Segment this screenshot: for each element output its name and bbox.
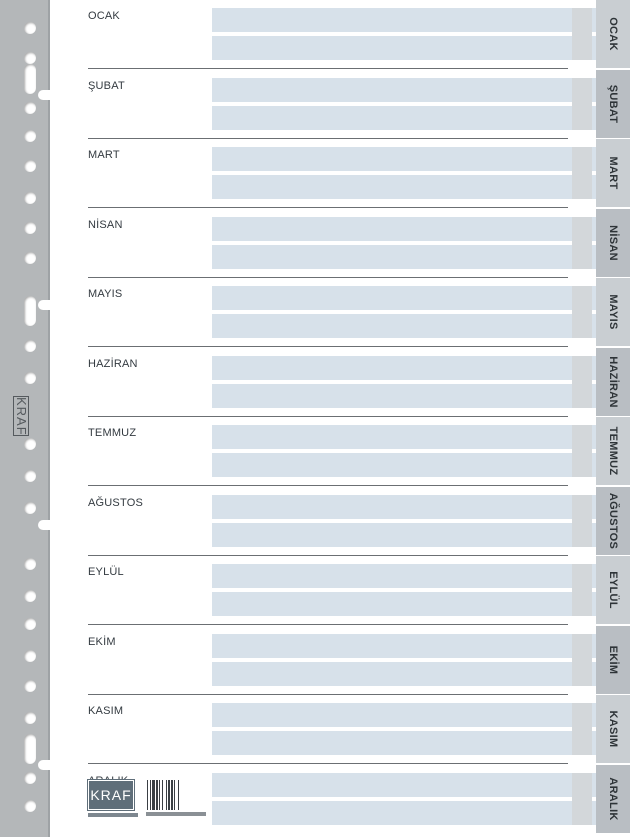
month-label: OCAK bbox=[88, 10, 120, 22]
strip-notch bbox=[38, 760, 52, 770]
punch-slot bbox=[24, 734, 36, 764]
month-row bbox=[60, 564, 570, 624]
write-line[interactable] bbox=[212, 286, 626, 310]
month-row bbox=[60, 425, 570, 485]
row-divider bbox=[88, 68, 568, 69]
barcode-bar bbox=[178, 780, 179, 810]
barcode bbox=[146, 780, 190, 810]
month-tab-label: ŞUBAT bbox=[607, 84, 619, 123]
index-cell bbox=[572, 495, 592, 547]
write-line[interactable] bbox=[212, 217, 626, 241]
strip-notch bbox=[38, 300, 52, 310]
month-tab-label: MAYIS bbox=[607, 294, 619, 330]
row-divider bbox=[88, 207, 568, 208]
row-divider bbox=[88, 555, 568, 556]
month-row bbox=[60, 356, 570, 416]
month-label: TEMMUZ bbox=[88, 427, 137, 439]
barcode-bar bbox=[174, 780, 175, 810]
punch-hole bbox=[24, 192, 36, 204]
month-label: MAYIS bbox=[88, 288, 123, 300]
month-tab-label: KASIM bbox=[607, 710, 619, 748]
write-line[interactable] bbox=[212, 703, 626, 727]
write-line[interactable] bbox=[212, 662, 626, 686]
month-label: EYLÜL bbox=[88, 566, 124, 578]
barcode-bar bbox=[171, 780, 173, 810]
punch-hole bbox=[24, 52, 36, 64]
punch-hole bbox=[24, 650, 36, 662]
strip-notch bbox=[38, 90, 52, 100]
month-label: MART bbox=[88, 149, 120, 161]
month-tab[interactable] bbox=[596, 417, 630, 485]
row-divider bbox=[88, 416, 568, 417]
month-row bbox=[60, 147, 570, 207]
month-tab[interactable] bbox=[596, 487, 630, 555]
month-row bbox=[60, 773, 570, 833]
month-label: HAZİRAN bbox=[88, 357, 138, 370]
month-row bbox=[60, 286, 570, 346]
index-cell bbox=[572, 703, 592, 755]
month-tab-label: AĞUSTOS bbox=[607, 492, 619, 549]
month-tab-label: OCAK bbox=[607, 17, 619, 51]
punch-hole bbox=[24, 102, 36, 114]
write-line[interactable] bbox=[212, 314, 626, 338]
punch-hole bbox=[24, 470, 36, 482]
barcode-bar bbox=[147, 780, 148, 810]
month-tab-label: NİSAN bbox=[607, 224, 619, 261]
month-tab[interactable] bbox=[596, 278, 630, 346]
index-cell bbox=[572, 286, 592, 338]
month-tab[interactable] bbox=[596, 695, 630, 763]
month-tab[interactable] bbox=[596, 0, 630, 68]
punch-hole bbox=[24, 372, 36, 384]
write-line[interactable] bbox=[212, 592, 626, 616]
punch-hole bbox=[24, 340, 36, 352]
punch-hole bbox=[24, 712, 36, 724]
row-divider bbox=[88, 694, 568, 695]
punch-slot bbox=[24, 64, 36, 94]
logo-tagline bbox=[88, 813, 138, 817]
row-divider bbox=[88, 485, 568, 486]
write-line[interactable] bbox=[212, 773, 626, 797]
strip-notch bbox=[38, 520, 52, 530]
punch-slot bbox=[24, 296, 36, 326]
logo-text: KRAF bbox=[90, 787, 132, 803]
barcode-number bbox=[146, 812, 206, 816]
row-divider bbox=[88, 277, 568, 278]
month-tab[interactable] bbox=[596, 209, 630, 277]
index-cell bbox=[572, 217, 592, 269]
punch-hole bbox=[24, 590, 36, 602]
month-label: EKİM bbox=[88, 635, 116, 648]
barcode-bar bbox=[159, 780, 160, 810]
punch-hole bbox=[24, 800, 36, 812]
write-line[interactable] bbox=[212, 106, 626, 130]
barcode-bar bbox=[166, 780, 167, 810]
month-tab[interactable] bbox=[596, 139, 630, 207]
punch-hole bbox=[24, 680, 36, 692]
punch-hole bbox=[24, 252, 36, 264]
write-line[interactable] bbox=[212, 453, 626, 477]
month-label: NİSAN bbox=[88, 218, 123, 231]
row-divider bbox=[88, 346, 568, 347]
write-line[interactable] bbox=[212, 564, 626, 588]
punch-hole bbox=[24, 772, 36, 784]
write-line[interactable] bbox=[212, 634, 626, 658]
barcode-bar bbox=[152, 780, 155, 810]
month-row bbox=[60, 78, 570, 138]
strip-brand-mark: KRAF bbox=[14, 397, 29, 436]
month-tab[interactable] bbox=[596, 626, 630, 694]
index-cell bbox=[572, 356, 592, 408]
month-tab[interactable] bbox=[596, 348, 630, 416]
row-divider bbox=[88, 138, 568, 139]
month-label: ŞUBAT bbox=[88, 79, 125, 92]
punch-hole bbox=[24, 130, 36, 142]
month-label: KASIM bbox=[88, 705, 124, 717]
write-line[interactable] bbox=[212, 175, 626, 199]
write-line[interactable] bbox=[212, 36, 626, 60]
punch-hole bbox=[24, 558, 36, 570]
punch-hole bbox=[24, 22, 36, 34]
month-tab-label: MART bbox=[607, 156, 619, 190]
month-tab-label: EYLÜL bbox=[607, 571, 619, 609]
write-line[interactable] bbox=[212, 384, 626, 408]
month-tab[interactable] bbox=[596, 70, 630, 138]
row-divider bbox=[88, 763, 568, 764]
row-divider bbox=[88, 624, 568, 625]
punch-hole bbox=[24, 502, 36, 514]
write-line[interactable] bbox=[212, 801, 626, 825]
month-row bbox=[60, 8, 570, 68]
month-tab[interactable] bbox=[596, 556, 630, 624]
write-line[interactable] bbox=[212, 425, 626, 449]
barcode-bar bbox=[156, 780, 158, 810]
punch-hole bbox=[24, 618, 36, 630]
barcode-bar bbox=[168, 780, 170, 810]
write-line[interactable] bbox=[212, 78, 626, 102]
month-tab-label: ARALIK bbox=[607, 776, 619, 821]
write-line[interactable] bbox=[212, 356, 626, 380]
barcode-bar bbox=[162, 780, 163, 810]
month-row bbox=[60, 634, 570, 694]
index-cell bbox=[572, 773, 592, 825]
punched-strip bbox=[0, 0, 50, 837]
write-line[interactable] bbox=[212, 8, 626, 32]
month-tab[interactable] bbox=[596, 765, 630, 833]
index-cell bbox=[572, 78, 592, 130]
month-tab-label: EKİM bbox=[607, 645, 619, 674]
punch-hole bbox=[24, 222, 36, 234]
write-line[interactable] bbox=[212, 523, 626, 547]
kraf-logo bbox=[88, 780, 134, 810]
index-cell bbox=[572, 8, 592, 60]
write-line[interactable] bbox=[212, 147, 626, 171]
index-cell bbox=[572, 634, 592, 686]
punch-hole bbox=[24, 160, 36, 172]
month-tab-label: TEMMUZ bbox=[607, 426, 619, 476]
punch-hole bbox=[24, 438, 36, 450]
month-row bbox=[60, 495, 570, 555]
strip-edge bbox=[48, 0, 50, 837]
write-line[interactable] bbox=[212, 495, 626, 519]
month-row bbox=[60, 703, 570, 763]
month-row bbox=[60, 217, 570, 277]
barcode-bar bbox=[150, 780, 151, 810]
write-line[interactable] bbox=[212, 731, 626, 755]
index-cell bbox=[572, 425, 592, 477]
write-line[interactable] bbox=[212, 245, 626, 269]
month-tab-label: HAZİRAN bbox=[607, 355, 619, 408]
month-label: AĞUSTOS bbox=[88, 496, 143, 509]
index-cell bbox=[572, 564, 592, 616]
index-cell bbox=[572, 147, 592, 199]
month-tab-column bbox=[596, 0, 630, 837]
